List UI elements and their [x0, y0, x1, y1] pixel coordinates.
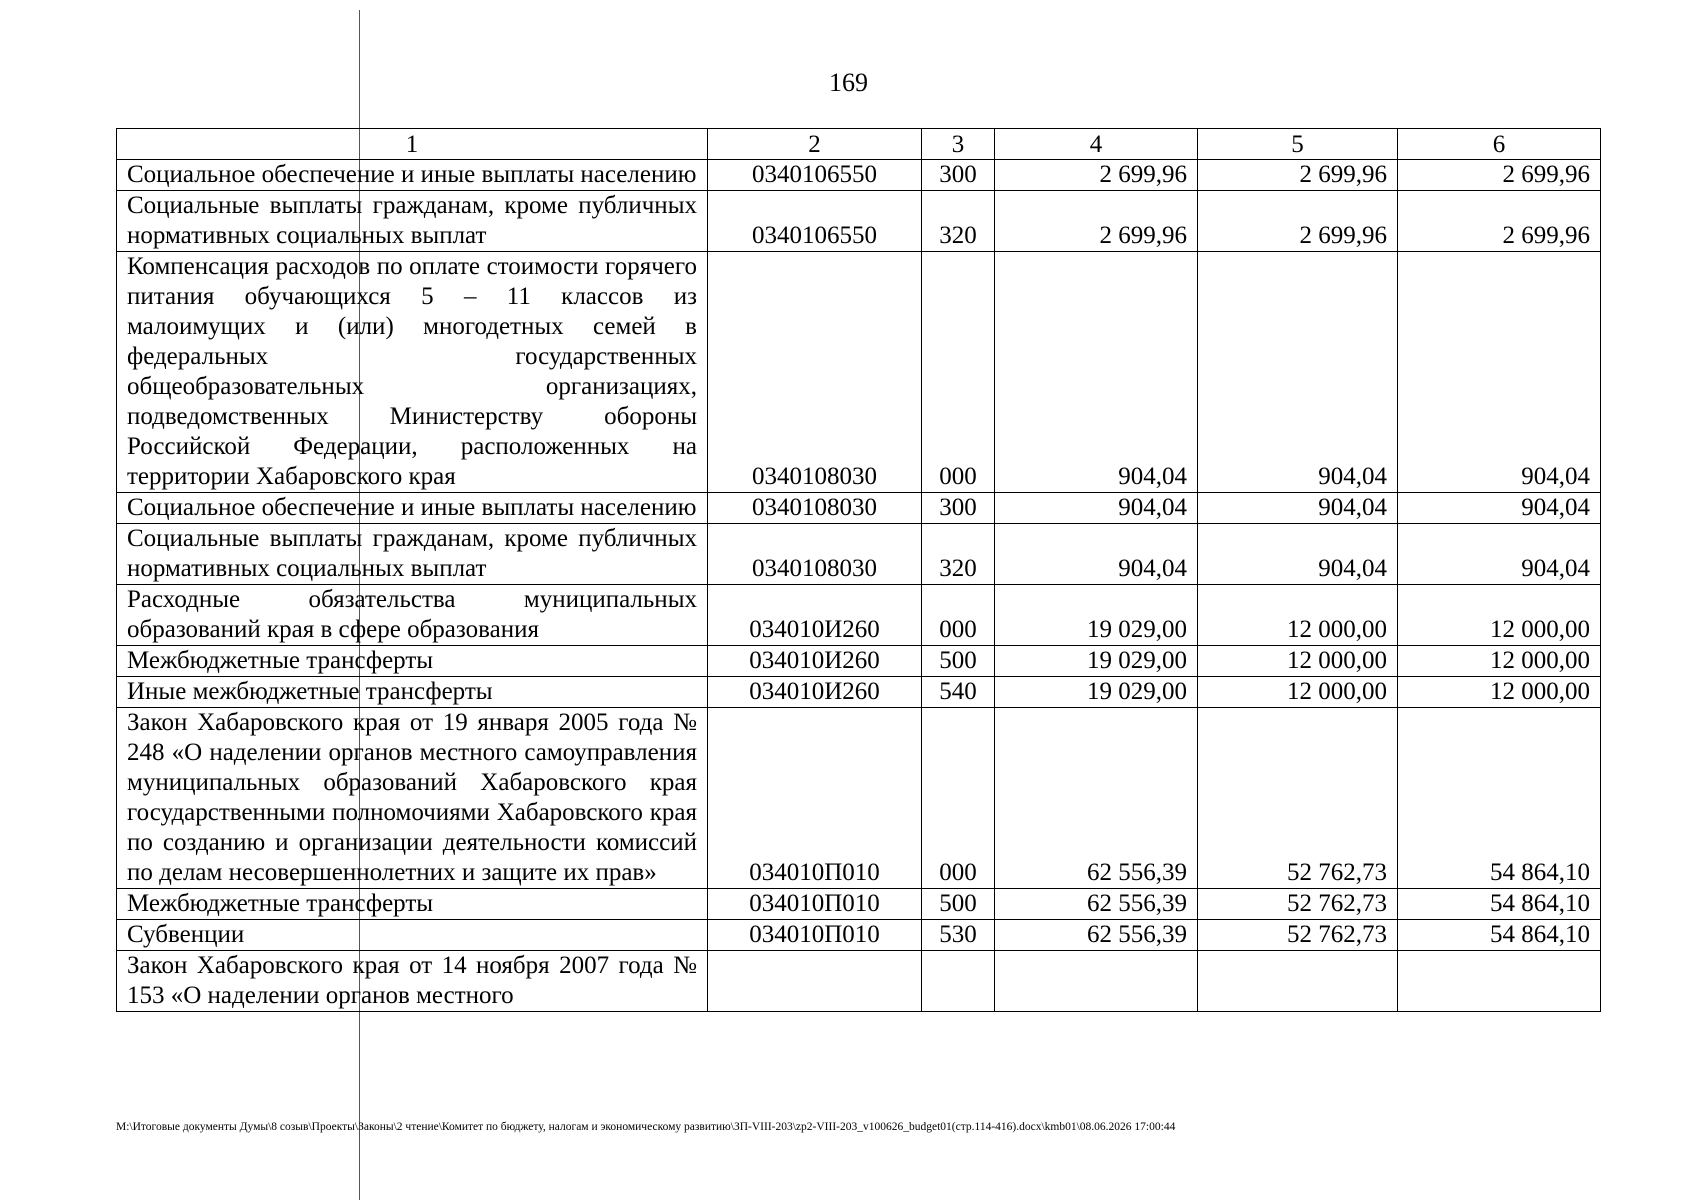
row-type-cell: 500: [922, 646, 995, 677]
row-type-cell: 320: [922, 524, 995, 585]
row-type-cell: 540: [922, 677, 995, 708]
row-value-col4-cell: 904,04: [995, 524, 1198, 585]
row-value-col5-cell: 2 699,96: [1198, 191, 1398, 252]
row-type-cell: 320: [922, 191, 995, 252]
row-value-col4-cell: 2 699,96: [995, 160, 1198, 191]
row-value-col6-cell: 54 864,10: [1398, 708, 1601, 889]
row-name-cell: Социальное обеспечение и иные выплаты населению: [117, 493, 708, 524]
row-value-col4-cell: 2 699,96: [995, 191, 1198, 252]
row-code-cell: 0340106550: [708, 191, 922, 252]
row-type-cell: 530: [922, 920, 995, 951]
row-value-col5-cell: 12 000,00: [1198, 646, 1398, 677]
column-header-5: 5: [1198, 129, 1398, 160]
table-row: [117, 677, 1601, 708]
row-name-cell: Социальные выплаты гражданам, кроме публичных нормативных социальных выплат: [117, 524, 708, 585]
row-name-cell: Субвенции: [117, 920, 708, 951]
row-name-cell: Иные межбюджетные трансферты: [117, 677, 708, 708]
row-code-cell: 034010П010: [708, 920, 922, 951]
row-name-cell: Закон Хабаровского края от 14 ноября 2007 года № 153 «О наделении органов местного: [117, 951, 708, 1012]
row-code-cell: 0340108030: [708, 524, 922, 585]
column-header-6: 6: [1398, 129, 1601, 160]
row-value-col5-cell: 12 000,00: [1198, 677, 1398, 708]
row-name-cell: Межбюджетные трансферты: [117, 889, 708, 920]
row-type-cell: [922, 951, 995, 1012]
row-value-col4-cell: 19 029,00: [995, 677, 1198, 708]
table-header-row: [117, 129, 1601, 160]
column-header-1: 1: [117, 129, 708, 160]
row-value-col6-cell: 12 000,00: [1398, 585, 1601, 646]
row-code-cell: 0340106550: [708, 160, 922, 191]
row-value-col4-cell: 62 556,39: [995, 889, 1198, 920]
row-value-col5-cell: 12 000,00: [1198, 585, 1398, 646]
row-value-col5-cell: 52 762,73: [1198, 920, 1398, 951]
table-body: [117, 160, 1601, 1012]
row-value-col6-cell: 904,04: [1398, 493, 1601, 524]
row-name-cell: Межбюджетные трансферты: [117, 646, 708, 677]
row-type-cell: 300: [922, 493, 995, 524]
row-value-col6-cell: 904,04: [1398, 524, 1601, 585]
row-name-cell: Компенсация расходов по оплате стоимости горячего питания обучающихся 5 – 11 классов из малоимущих и (или) многодетных семей в федеральных государственных общеобразовательных организациях, подведомственных Министерству обороны Российской Федерации, расположенных на территории Хабаровского края: [117, 252, 708, 493]
row-value-col5-cell: 52 762,73: [1198, 708, 1398, 889]
row-value-col4-cell: 62 556,39: [995, 920, 1198, 951]
row-value-col4-cell: 62 556,39: [995, 708, 1198, 889]
row-value-col6-cell: 904,04: [1398, 252, 1601, 493]
row-value-col5-cell: [1198, 951, 1398, 1012]
row-type-cell: 000: [922, 708, 995, 889]
row-value-col5-cell: 904,04: [1198, 252, 1398, 493]
column-header-2: 2: [708, 129, 922, 160]
row-value-col4-cell: 19 029,00: [995, 646, 1198, 677]
table-row: [117, 585, 1601, 646]
table-row: [117, 708, 1601, 889]
row-code-cell: 034010И260: [708, 677, 922, 708]
footer-file-path: M:\Итоговые документы Думы\8 созыв\Проекты\Законы\2 чтение\Комитет по бюджету, налогам и экономическому развитию\ЗП-VIII-203\zp2-VIII-203_v100626_budget01(стр.114-416).docx\kmb01\08.06.2026 17:00:44: [116, 1121, 1176, 1133]
row-type-cell: 300: [922, 160, 995, 191]
row-value-col6-cell: 2 699,96: [1398, 191, 1601, 252]
table-row: [117, 524, 1601, 585]
column-header-4: 4: [995, 129, 1198, 160]
row-value-col6-cell: 12 000,00: [1398, 677, 1601, 708]
table-row: [117, 889, 1601, 920]
row-value-col5-cell: 2 699,96: [1198, 160, 1398, 191]
row-name-cell: Закон Хабаровского края от 19 января 2005 года № 248 «О наделении органов местного самоуправления муниципальных образований Хабаровского края государственными полномочиями Хабаровского края по созданию и организации деятельности комиссий по делам несовершеннолетних и защите их прав»: [117, 708, 708, 889]
row-value-col4-cell: 904,04: [995, 493, 1198, 524]
row-code-cell: [708, 951, 922, 1012]
row-name-cell: Расходные обязательства муниципальных образований края в сфере образования: [117, 585, 708, 646]
row-value-col6-cell: 54 864,10: [1398, 889, 1601, 920]
table-row: [117, 191, 1601, 252]
row-value-col4-cell: 19 029,00: [995, 585, 1198, 646]
table-row: [117, 252, 1601, 493]
row-code-cell: 034010И260: [708, 585, 922, 646]
table-row: [117, 646, 1601, 677]
row-name-cell: Социальные выплаты гражданам, кроме публичных нормативных социальных выплат: [117, 191, 708, 252]
row-code-cell: 0340108030: [708, 493, 922, 524]
table-row: [117, 951, 1601, 1012]
row-code-cell: 034010П010: [708, 889, 922, 920]
page-number: 169: [829, 68, 868, 97]
row-value-col6-cell: [1398, 951, 1601, 1012]
table-row: [117, 493, 1601, 524]
column-header-3: 3: [922, 129, 995, 160]
row-value-col4-cell: 904,04: [995, 252, 1198, 493]
row-value-col6-cell: 2 699,96: [1398, 160, 1601, 191]
row-code-cell: 0340108030: [708, 252, 922, 493]
row-value-col4-cell: [995, 951, 1198, 1012]
row-type-cell: 000: [922, 252, 995, 493]
row-code-cell: 034010П010: [708, 708, 922, 889]
row-name-cell: Социальное обеспечение и иные выплаты населению: [117, 160, 708, 191]
row-code-cell: 034010И260: [708, 646, 922, 677]
row-value-col6-cell: 54 864,10: [1398, 920, 1601, 951]
row-type-cell: 500: [922, 889, 995, 920]
budget-table: [116, 128, 1601, 1012]
row-value-col5-cell: 904,04: [1198, 493, 1398, 524]
table-row: [117, 920, 1601, 951]
row-value-col5-cell: 904,04: [1198, 524, 1398, 585]
row-value-col5-cell: 52 762,73: [1198, 889, 1398, 920]
row-value-col6-cell: 12 000,00: [1398, 646, 1601, 677]
table-row: [117, 160, 1601, 191]
row-type-cell: 000: [922, 585, 995, 646]
